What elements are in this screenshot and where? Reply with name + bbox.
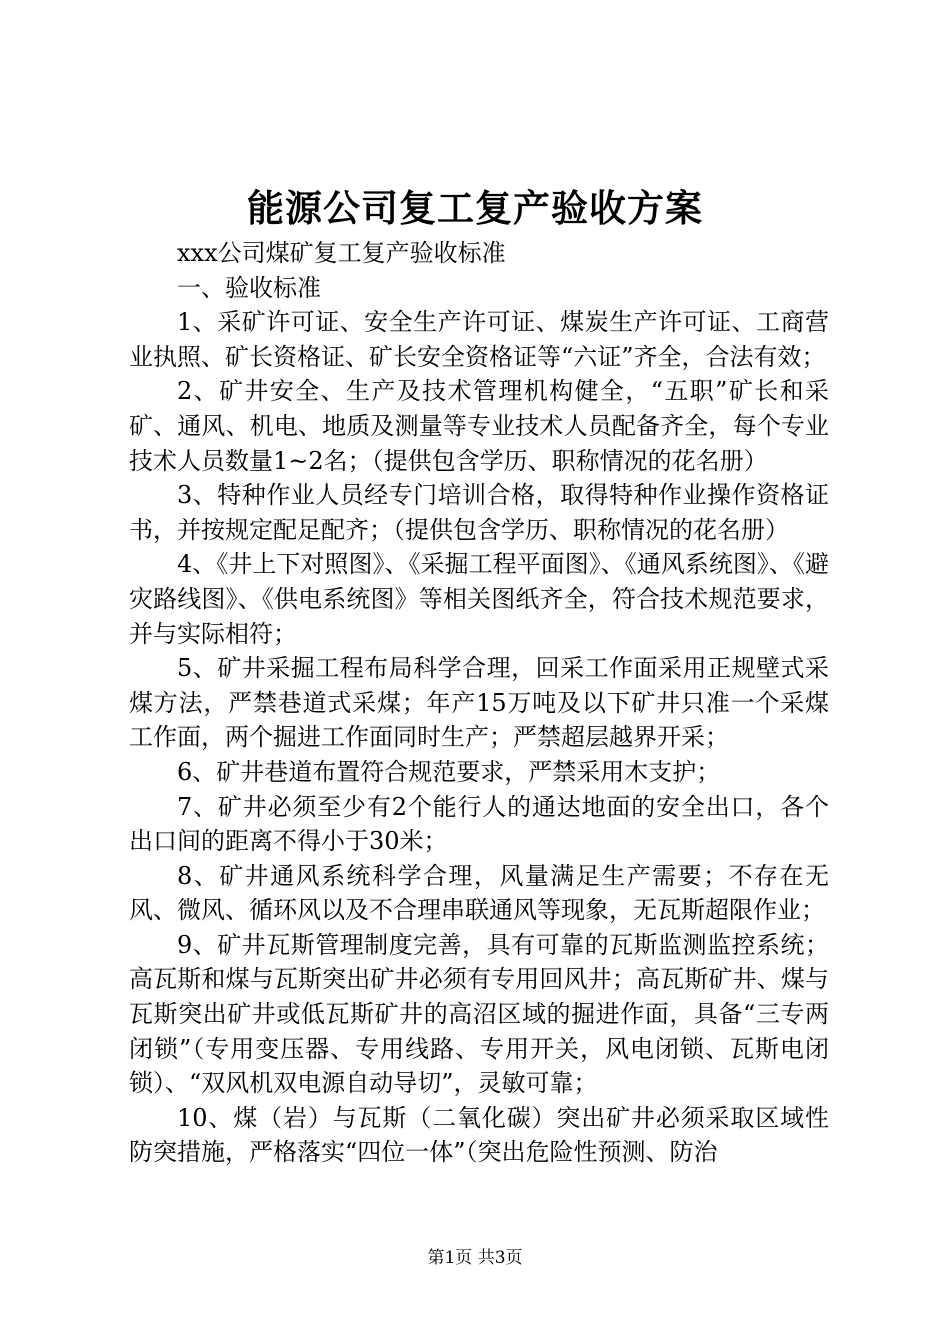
paragraph-item-6: 6、矿井巷道布置符合规范要求，严禁采用木支护； [177, 757, 721, 786]
document-body [129, 236, 829, 1170]
paragraph-item-10: 10、煤（岩）与瓦斯（二氧化碳）突出矿井必须采取区域性防突措施，严格落实“四位一体”（突出危险性预测、防治 [129, 1103, 829, 1167]
paragraph-subtitle: xxx公司煤矿复工复产验收标准 [177, 239, 506, 267]
paragraph-item-5: 5、矿井采掘工程布局科学合理，回采工作面采用正规壁式采煤方法，严禁巷道式采煤；年产15万吨及以下矿井只准一个采煤工作面，两个掘进工作面同时生产；严禁超层越界开采； [129, 654, 829, 752]
paragraph-item-2: 2、矿井安全、生产及技术管理机构健全，“五职”矿长和采矿、通风、机电、地质及测量等专业技术人员配备齐全，每个专业技术人员数量1~2名；（提供包含学历、职称情况的花名册） [129, 377, 829, 475]
paragraph-section-heading: 一、验收标准 [177, 273, 321, 302]
paragraph-item-1: 1、采矿许可证、安全生产许可证、煤炭生产许可证、工商营业执照、矿长资格证、矿长安全资格证等“六证”齐全，合法有效； [129, 308, 829, 371]
paragraph-item-3: 3、特种作业人员经专门培训合格，取得特种作业操作资格证书，并按规定配足配齐；（提供包含学历、职称情况的花名册） [129, 481, 829, 544]
paragraph-item-7: 7、矿井必须至少有2个能行人的通达地面的安全出口，各个出口间的距离不得小于30米； [129, 792, 829, 856]
document-title: 能源公司复工复产验收方案 [247, 186, 703, 230]
paragraph-item-4: 4、《井上下对照图》、《采掘工程平面图》、《通风系统图》、《避灾路线图》、《供电系统图》等相关图纸齐全，符合技术规范要求，并与实际相符； [129, 550, 829, 648]
paragraph-item-9: 9、矿井瓦斯管理制度完善，具有可靠的瓦斯监测监控系统；高瓦斯和煤与瓦斯突出矿井必须有专用回风井；高瓦斯矿井、煤与瓦斯突出矿井或低瓦斯矿井的高沼区域的掘进作面，具备“三专两闭锁”（专用变压器、专用线路、专用开关，风电闭锁、瓦斯电闭锁）、“双风机双电源自动导切”，灵敏可靠； [129, 930, 829, 1098]
page-number-footer: 第1页 共3页 [427, 1248, 523, 1268]
paragraph-item-8: 8、矿井通风系统科学合理，风量满足生产需要；不存在无风、微风、循环风以及不合理串联通风等现象，无瓦斯超限作业； [129, 861, 829, 925]
